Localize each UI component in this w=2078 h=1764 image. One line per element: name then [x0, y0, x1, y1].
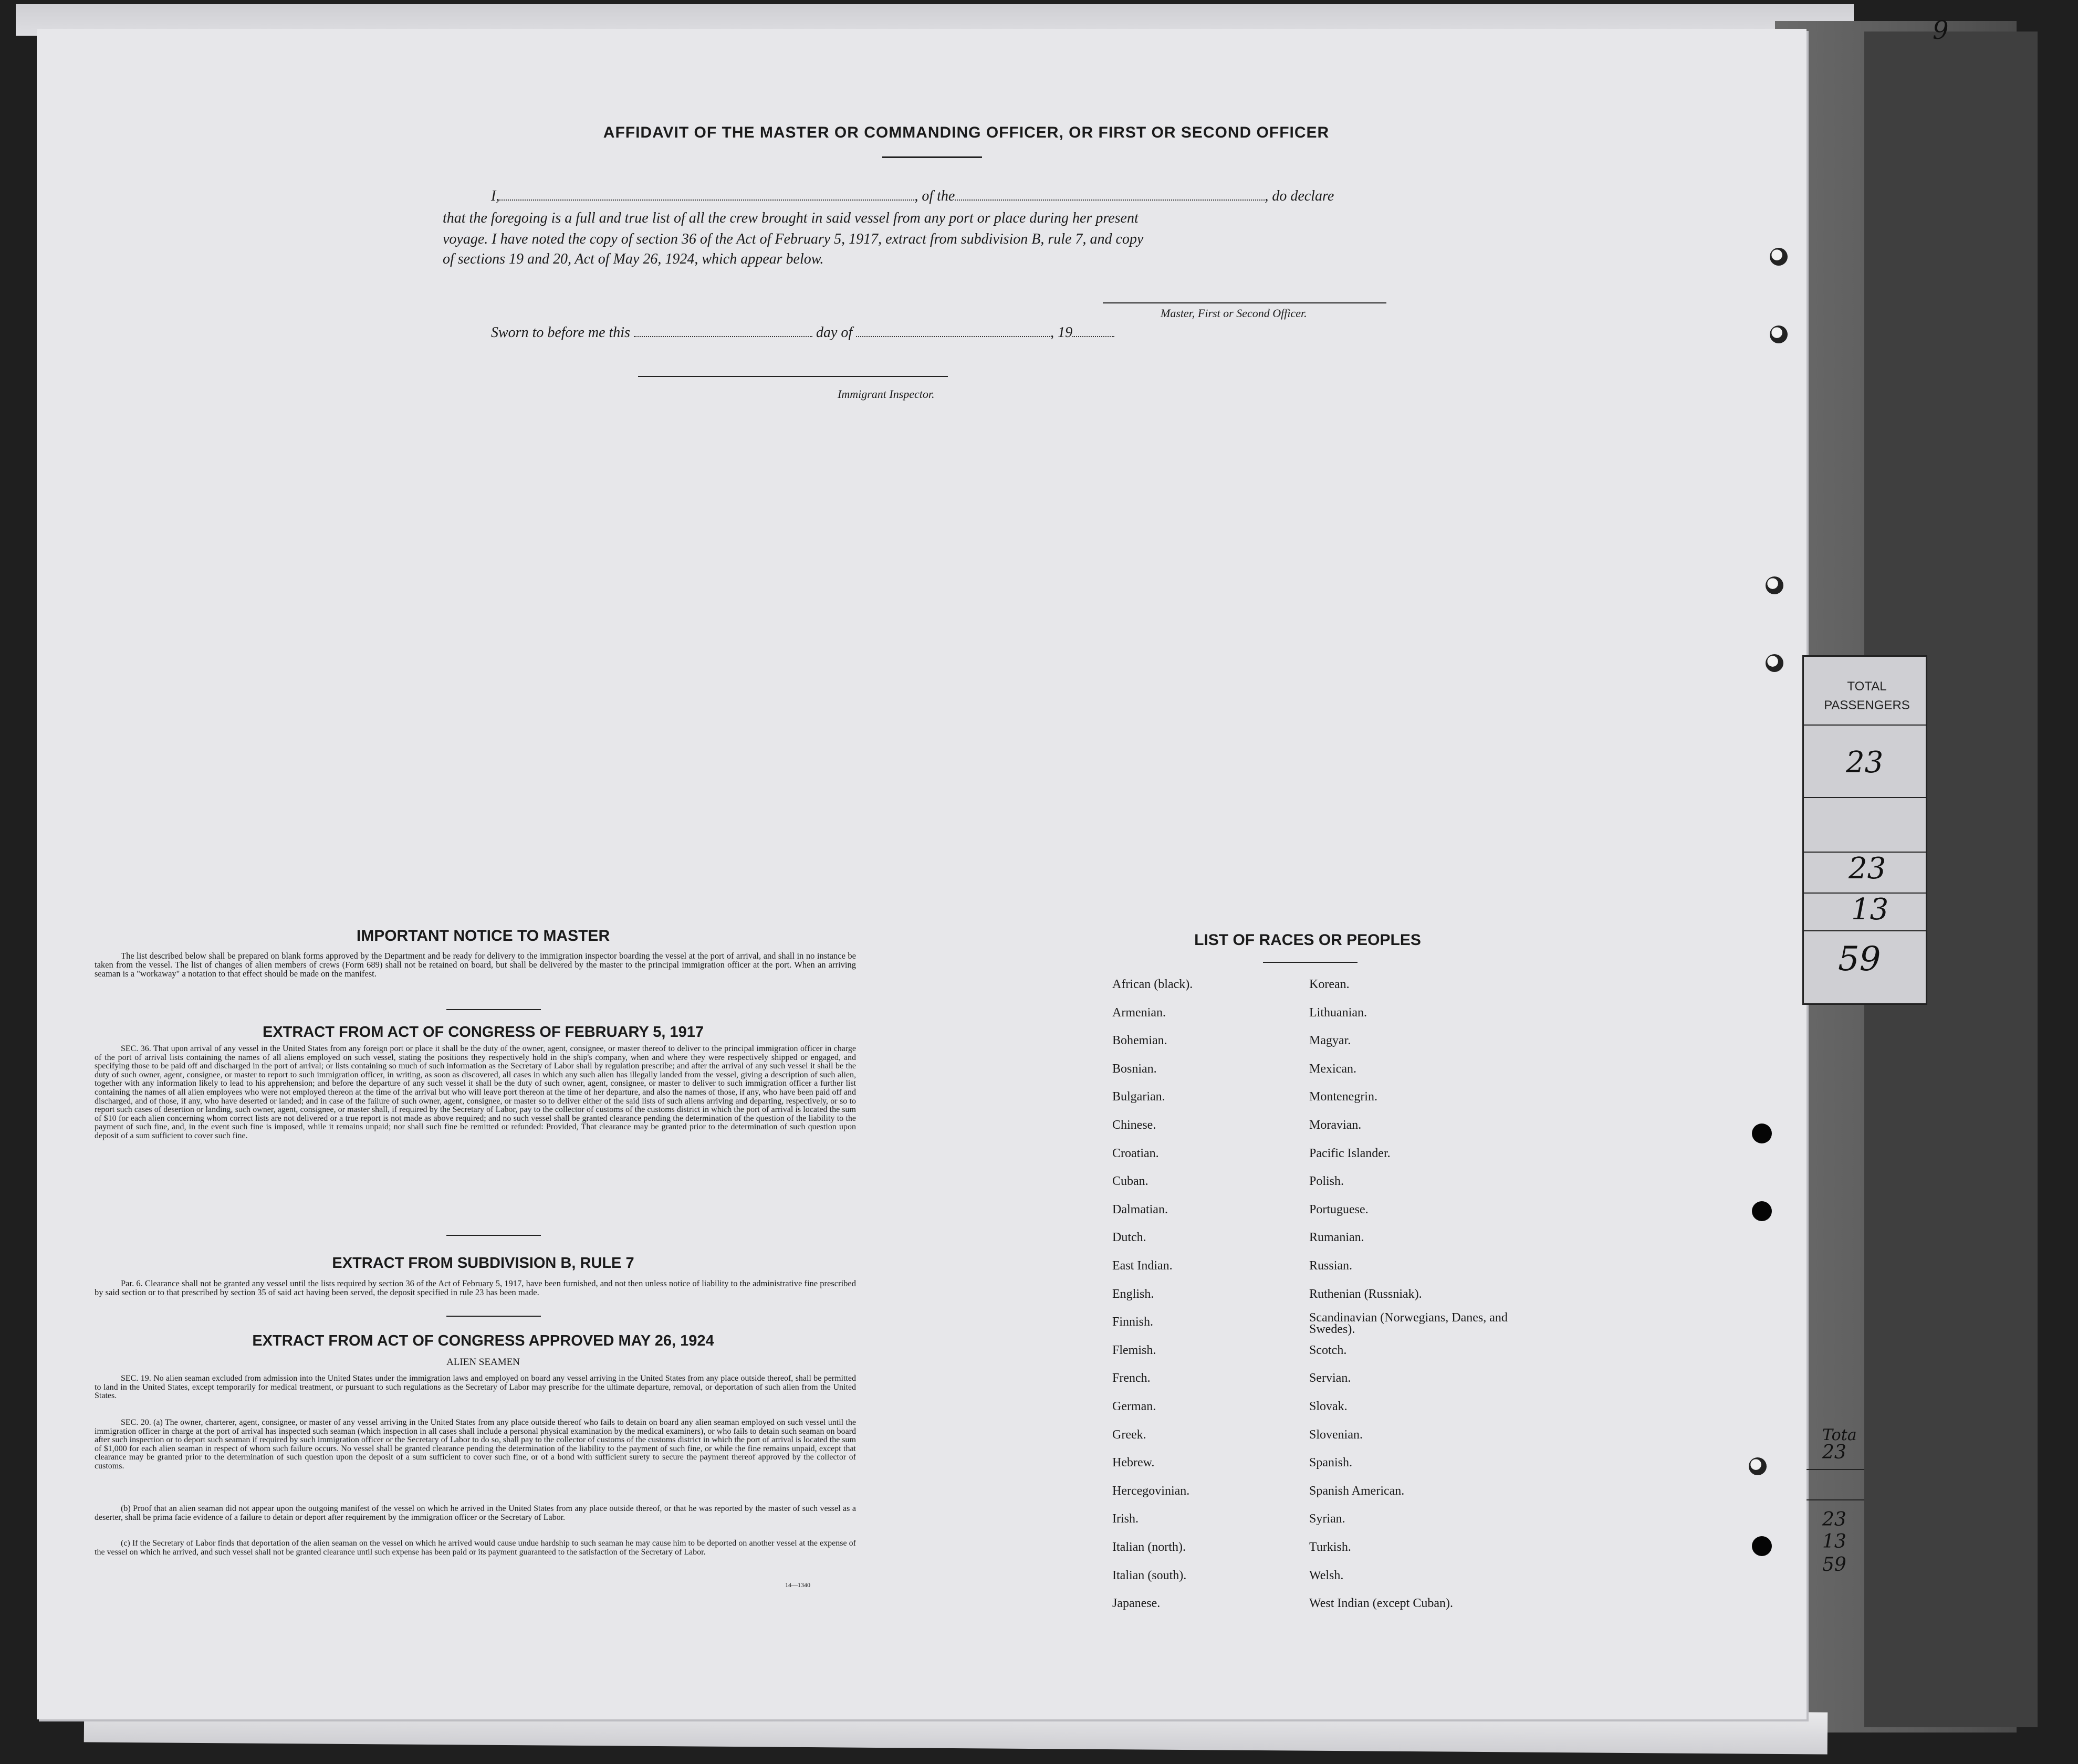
- name-blank: [499, 200, 914, 201]
- tp-row-line: [1802, 797, 1926, 798]
- race-right-item: Mexican.: [1309, 1062, 1356, 1076]
- extract-1917-body: SEC. 36. That upon arrival of any vessel in the United States from any foreign port or place it shall be the duty of the owner, agent, consignee, or master thereof to deliver to the principal immigration officer in charge of the port of arrival lists containing the names of all aliens employed on such vessel, stating the positions they respectively hold in the ship's company, when and where they were respectively shipped or engaged, and specifying those to be paid off and discharged in the port of arrival; or lists containing so much of such information as the Secretary of Labor shall by regulation prescribe; and after the arrival of any such vessel it shall be the duty of such owner, agent, consignee, or master to report to such immigration officer, in writing, as soon as discovered, all cases in which any such alien has illegally landed from the vessel, giving a description of such alien, together with any information likely to lead to his apprehension; and before the departure of any such vessel it shall be the duty of such owner, agent, consignee, or master to deliver to such immigration officer a further list containing the names of all alien employees who were not employed thereon at the time of the arrival but who will leave port thereon at the time of her departure, and also the names of those, if any, who have been paid off and discharged, and of those, if any, who have deserted or landed; and in case of the failure of such owner, agent, consignee, or master so to deliver either of the said lists of such aliens arriving and departing, respectively, or so to report such cases of desertion or landing, such owner, agent, consignee, or master shall, if required by the Secretary of Labor, pay to the collector of customs of the customs district in which the port of arrival is located the sum of $10 for each alien concerning whom correct lists are not delivered or a true report is not made as above required; and no such vessel shall be granted clearance pending the determination of the question of the liability to the payment of such fine, and, in the event such fine is imposed, while it remains unpaid; nor shall such fine be remitted or refunded: Provided, That clearance may be granted prior to the determination of such question upon deposit of a sum sufficient to cover such fine.: [95, 1044, 856, 1140]
- tp-header-line1: TOTAL: [1847, 679, 1887, 694]
- extract-rule7-rule: [446, 1316, 541, 1317]
- race-right-item: Syrian.: [1309, 1512, 1345, 1526]
- race-right-item: Portuguese.: [1309, 1202, 1369, 1216]
- affidavit-line-4: of sections 19 and 20, Act of May 26, 1924, which appear below.: [443, 251, 824, 267]
- affidavit-do-declare: , do declare: [1265, 188, 1334, 204]
- race-right-item: Spanish American.: [1309, 1484, 1405, 1498]
- race-left-item: Croatian.: [1112, 1146, 1159, 1160]
- race-left-item: French.: [1112, 1371, 1151, 1385]
- hole-punch: [1749, 1457, 1767, 1475]
- tp-value-2: 23: [1849, 852, 1886, 886]
- race-left-item: Hebrew.: [1112, 1456, 1155, 1470]
- race-left-item: English.: [1112, 1287, 1154, 1301]
- sec20a-body: SEC. 20. (a) The owner, charterer, agent, consignee, or master of any vessel arriving in the United States from any place outside thereof who fails to detain on board any alien seaman employed on such vessel until the immigration officer in charge at the port of arrival has inspected such seaman (which inspection in all cases shall include a personal physical examination by the medical examiners), or who fails to detain such seaman on board after such inspection or to deport such seaman if required by such immigration officer or the Secretary of Labor to do so, shall pay to the collector of customs of the customs district in which the port of arrival is located the sum of $1,000 for each alien seaman in respect of whom such failure occurs. No vessel shall be granted clearance pending the determination of the liability to the payment of such fine, or while the fine remains unpaid, except that clearance may be granted prior to the determination of such question upon the deposit of a sum sufficient to cover such fine, or of a bond with sufficient surety to secure the payment thereof approved by the collector of customs.: [95, 1418, 856, 1471]
- hole-punch: [1752, 1124, 1772, 1143]
- race-left-item: Italian (south).: [1112, 1568, 1187, 1582]
- race-left-item: Dutch.: [1112, 1231, 1146, 1245]
- inspector-signature-line: [638, 376, 948, 377]
- race-right-item: Spanish.: [1309, 1456, 1353, 1470]
- sworn-year: , 19: [1050, 324, 1073, 341]
- race-right-item: Slovenian.: [1309, 1427, 1363, 1442]
- race-right-item: Polish.: [1309, 1174, 1344, 1189]
- race-left-item: Bulgarian.: [1112, 1090, 1165, 1104]
- corner-mark: 9: [1933, 16, 1949, 45]
- hole-punch: [1752, 1201, 1772, 1221]
- race-right-item: Lithuanian.: [1309, 1005, 1367, 1020]
- race-left-item: Italian (north).: [1112, 1540, 1186, 1554]
- margin-tally-value-1: 23: [1822, 1442, 1846, 1463]
- race-right-item: Moravian.: [1309, 1118, 1362, 1132]
- sec19-body: SEC. 19. No alien seaman excluded from admission into the United States under the immigration laws and employed on board any vessel arriving in the United States from any place outside thereof, shall be permitted to land in the United States, except temporarily for medical treatment, or pursuant to such regulations as the Secretary of Labor may prescribe for the ultimate departure, removal, or deportation of such alien from the United States.: [95, 1374, 856, 1401]
- race-left-item: Greek.: [1112, 1427, 1146, 1442]
- hole-punch: [1770, 326, 1788, 343]
- race-left-item: Armenian.: [1112, 1005, 1166, 1020]
- race-left-item: Flemish.: [1112, 1343, 1156, 1357]
- race-right-item: Turkish.: [1309, 1540, 1351, 1554]
- race-right-item: Rumanian.: [1309, 1231, 1364, 1245]
- extract-1917-rule: [446, 1235, 541, 1236]
- race-left-item: Bohemian.: [1112, 1034, 1167, 1048]
- alien-seamen-subtitle: ALIEN SEAMEN: [446, 1357, 520, 1368]
- affidavit-line-1: [491, 188, 1426, 205]
- sworn-line: [491, 324, 1114, 341]
- races-rule: [1263, 962, 1358, 963]
- race-right-item: Russian.: [1309, 1259, 1353, 1273]
- race-right-item: Servian.: [1309, 1371, 1351, 1385]
- race-left-item: African (black).: [1112, 978, 1193, 991]
- notice-body: The list described below shall be prepared on blank forms approved by the Department and be ready for delivery to the immigration inspector boarding the vessel at the port of arrival, and shall in no instance be taken from the vessel. The list of changes of alien members of crews (Form 689) shall not be retained on board, but shall be delivered by the master to the principal immigration officer at the port. When an arriving seaman is a "workaway" a notation to that effect should be made on the manifest.: [95, 951, 856, 979]
- race-left-item: Irish.: [1112, 1512, 1139, 1526]
- tp-header-line2: PASSENGERS: [1824, 698, 1910, 712]
- affidavit-line-3: voyage. I have noted the copy of section 36 of the Act of February 5, 1917, extract from subdivision B, rule 7, and copy: [443, 231, 1144, 247]
- sec20b-body: (b) Proof that an alien seaman did not appear upon the outgoing manifest of the vessel on which he arrived in the United States from any place outside thereof, or that he was reported by the master of such vessel as a deserter, shall be prima facie evidence of a failure to detain or deport after requirement by the immigration officer or the Secretary of Labor.: [95, 1504, 856, 1522]
- sworn-day-blank: [634, 336, 812, 337]
- form-number: 14—1340: [785, 1581, 810, 1589]
- notice-title: IMPORTANT NOTICE TO MASTER: [356, 927, 610, 944]
- affidavit-title: AFFIDAVIT OF THE MASTER OR COMMANDING OFFICER, OR FIRST OR SECOND OFFICER: [603, 124, 1330, 141]
- sworn-year-blank: [1072, 336, 1114, 337]
- tally-line: [1806, 1469, 1864, 1470]
- race-right-item: Scotch.: [1309, 1343, 1347, 1357]
- race-left-item: German.: [1112, 1400, 1156, 1413]
- hole-punch: [1766, 654, 1783, 672]
- hole-punch: [1752, 1536, 1772, 1556]
- race-left-item: Finnish.: [1112, 1315, 1154, 1329]
- race-left-item: Hercegovinian.: [1112, 1484, 1190, 1498]
- race-left-item: Chinese.: [1112, 1118, 1156, 1132]
- sec20c-body: (c) If the Secretary of Labor finds that deportation of the alien seaman on the vessel on which he arrived would cause undue hardship to such seaman he may cause him to be deported on another vessel at the expense of the vessel on which he arrived, and such vessel shall not be granted clearance until such expense has been paid or its payment guaranteed to the satisfaction of the Secretary of Labor.: [95, 1539, 856, 1557]
- master-signature-line: [1103, 302, 1386, 303]
- races-title: LIST OF RACES OR PEOPLES: [1194, 931, 1421, 949]
- margin-tally-value-4: 59: [1822, 1554, 1846, 1576]
- extract-1924-title: EXTRACT FROM ACT OF CONGRESS APPROVED MAY 26, 1924: [252, 1332, 714, 1349]
- race-right-item: Montenegrin.: [1309, 1090, 1377, 1104]
- tp-value-3: 13: [1851, 892, 1889, 927]
- race-right-item: Slovak.: [1309, 1400, 1348, 1413]
- master-signature-label: Master, First or Second Officer.: [1161, 307, 1307, 320]
- race-right-item: Scandinavian (Norwegians, Danes, and Swedes).: [1309, 1311, 1508, 1337]
- affidavit-of-the: , of the: [914, 188, 955, 204]
- race-right-item: West Indian (except Cuban).: [1309, 1597, 1453, 1611]
- margin-tally-label: Tota: [1822, 1426, 1857, 1444]
- extract-rule7-body: Par. 6. Clearance shall not be granted any vessel until the lists required by section 36 of the Act of February 5, 1917, have been furnished, and not then unless notice of liability to the administrative fine prescribed by said section or to that prescribed by section 35 of said act having been served, the deposit specified in rule 23 has been made.: [95, 1278, 856, 1297]
- margin-tally-value-2: 23: [1822, 1509, 1846, 1530]
- race-right-item: Pacific Islander.: [1309, 1146, 1391, 1160]
- race-right-item: Magyar.: [1309, 1034, 1351, 1048]
- tp-value-1: 23: [1846, 746, 1884, 780]
- affidavit-i: I,: [491, 188, 500, 204]
- race-left-item: East Indian.: [1112, 1259, 1173, 1273]
- race-right-item: Ruthenian (Russniak).: [1309, 1287, 1422, 1301]
- race-left-item: Japanese.: [1112, 1597, 1161, 1611]
- hole-punch: [1766, 576, 1783, 594]
- inspector-label: Immigrant Inspector.: [838, 387, 935, 401]
- race-left-item: Bosnian.: [1112, 1062, 1157, 1076]
- tp-value-4: 59: [1838, 940, 1881, 979]
- tally-line: [1806, 1499, 1864, 1500]
- sworn-month-blank: [856, 336, 1050, 337]
- margin-tally-value-3: 13: [1822, 1531, 1846, 1552]
- title-rule: [882, 156, 982, 158]
- sworn-day-of: day of: [816, 324, 853, 341]
- extract-rule7-title: EXTRACT FROM SUBDIVISION B, RULE 7: [332, 1255, 634, 1272]
- race-right-item: Korean.: [1309, 978, 1350, 991]
- tp-row-line: [1802, 930, 1926, 931]
- total-passengers-header: [1822, 677, 1912, 715]
- hole-punch: [1770, 248, 1788, 266]
- affidavit-line-2: that the foregoing is a full and true list of all the crew brought in said vessel from any port or place during her present: [443, 210, 1139, 226]
- sworn-prefix: Sworn to before me this: [491, 324, 630, 341]
- race-right-item: Welsh.: [1309, 1568, 1344, 1582]
- notice-rule: [446, 1009, 541, 1010]
- vessel-blank: [955, 200, 1265, 201]
- tp-row-line: [1802, 724, 1926, 726]
- race-left-item: Cuban.: [1112, 1174, 1148, 1189]
- race-left-item: Dalmatian.: [1112, 1202, 1168, 1216]
- extract-1917-title: EXTRACT FROM ACT OF CONGRESS OF FEBRUARY 5, 1917: [262, 1024, 704, 1041]
